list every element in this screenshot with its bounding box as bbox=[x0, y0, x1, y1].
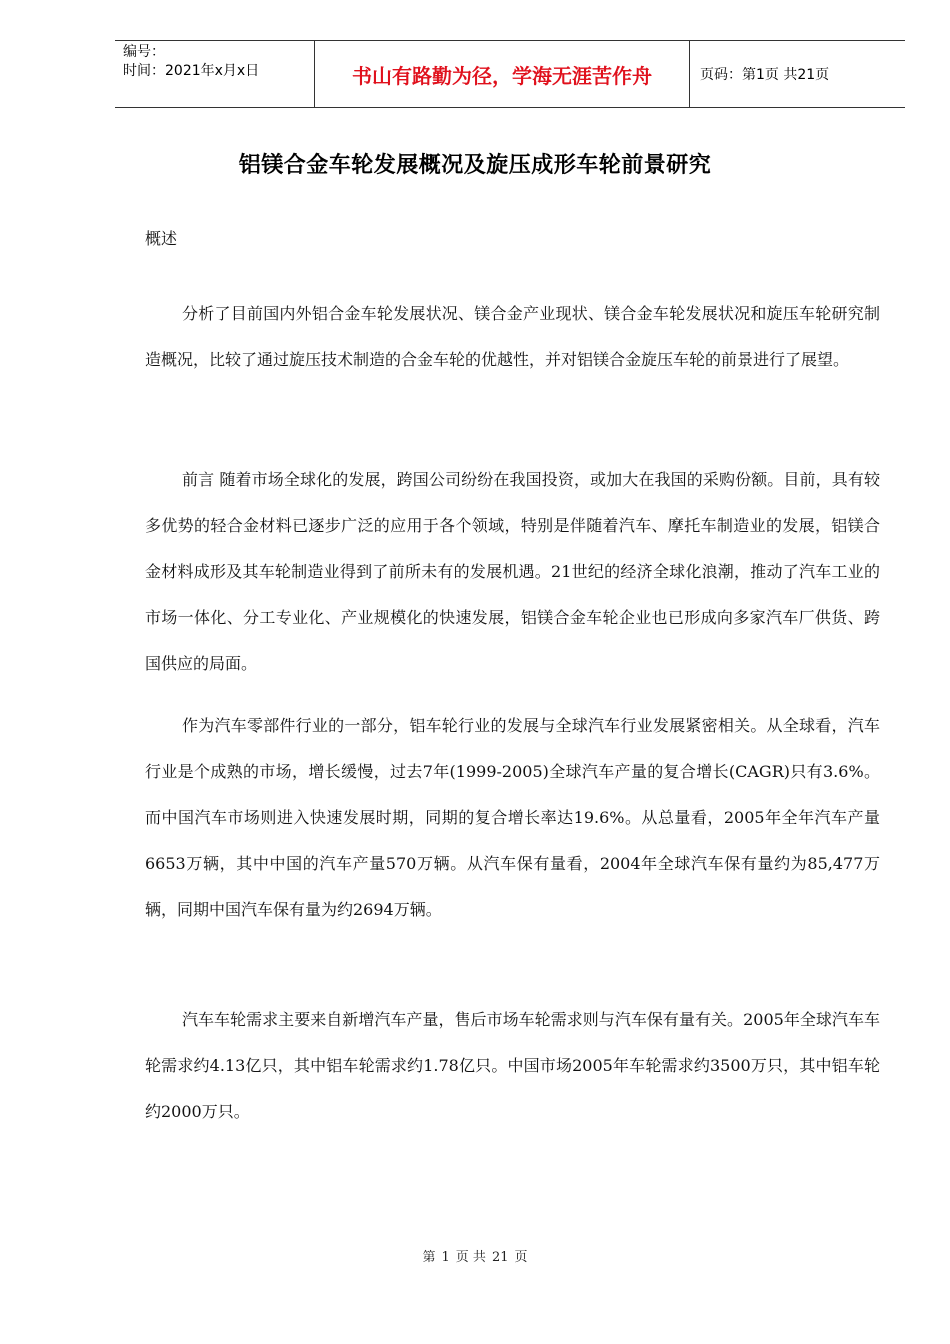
header-page-cell bbox=[690, 41, 905, 107]
paragraph-abstract: 分析了目前国内外铝合金车轮发展状况、镁合金产业现状、镁合金车轮发展状况和旋压车轮研究制造概况，比较了通过旋压技术制造的合金车轮的优越性，并对铝镁合金旋压车轮的前景进行了展望。 bbox=[145, 304, 880, 369]
page-footer bbox=[0, 1246, 950, 1265]
document-number-label: 编号： bbox=[123, 44, 165, 60]
header-motto-cell bbox=[315, 41, 690, 107]
paragraph-wheel-demand: 汽车车轮需求主要来自新增汽车产量，售后市场车轮需求则与汽车保有量有关。2005年全球汽车车轮需求约4.13亿只，其中铝车轮需求约1.78亿只。中国市场2005年车轮需求约3500万只，其中铝车轮约2000万只。 bbox=[145, 1010, 880, 1121]
footer-prefix: 第 bbox=[422, 1250, 436, 1265]
section-label: 概述 bbox=[145, 229, 178, 248]
header-motto: 书山有路勤为径，学海无涯苦作舟 bbox=[352, 63, 652, 88]
header-page-label: 页码：第1页 共21页 bbox=[700, 67, 830, 83]
footer-suffix: 页 bbox=[514, 1250, 528, 1265]
footer-mid: 页 共 bbox=[455, 1250, 486, 1265]
footer-page-total: 21 bbox=[491, 1250, 509, 1265]
document-date-label: 时间：2021年x月x日 bbox=[123, 63, 260, 79]
header-table bbox=[115, 40, 905, 108]
footer-page-number: 1 bbox=[441, 1250, 450, 1265]
paragraph-industry: 作为汽车零部件行业的一部分，铝车轮行业的发展与全球汽车行业发展紧密相关。从全球看，汽车行业是个成熟的市场，增长缓慢，过去7年(1999-2005)全球汽车产量的复合增长(CAGR)只有3.6%。而中国汽车市场则进入快速发展时期，同期的复合增长率达19.6%。从总量看，2005年全年汽车产量6653万辆，其中中国的汽车产量570万辆。从汽车保有量看，2004年全球汽车保有量约为85,477万辆，同期中国汽车保有量为约2694万辆。 bbox=[145, 716, 880, 919]
document-title: 铝镁合金车轮发展概况及旋压成形车轮前景研究 bbox=[238, 153, 712, 178]
header-meta-cell bbox=[115, 41, 315, 107]
paragraph-preface: 前言 随着市场全球化的发展，跨国公司纷纷在我国投资，或加大在我国的采购份额。目前，具有较多优势的轻合金材料已逐步广泛的应用于各个领域，特别是伴随着汽车、摩托车制造业的发展，铝镁合金材料成形及其车轮制造业得到了前所未有的发展机遇。21世纪的经济全球化浪潮，推动了汽车工业的市场一体化、分工专业化、产业规模化的快速发展，铝镁合金车轮企业也已形成向多家汽车厂供货、跨国供应的局面。 bbox=[145, 470, 880, 673]
